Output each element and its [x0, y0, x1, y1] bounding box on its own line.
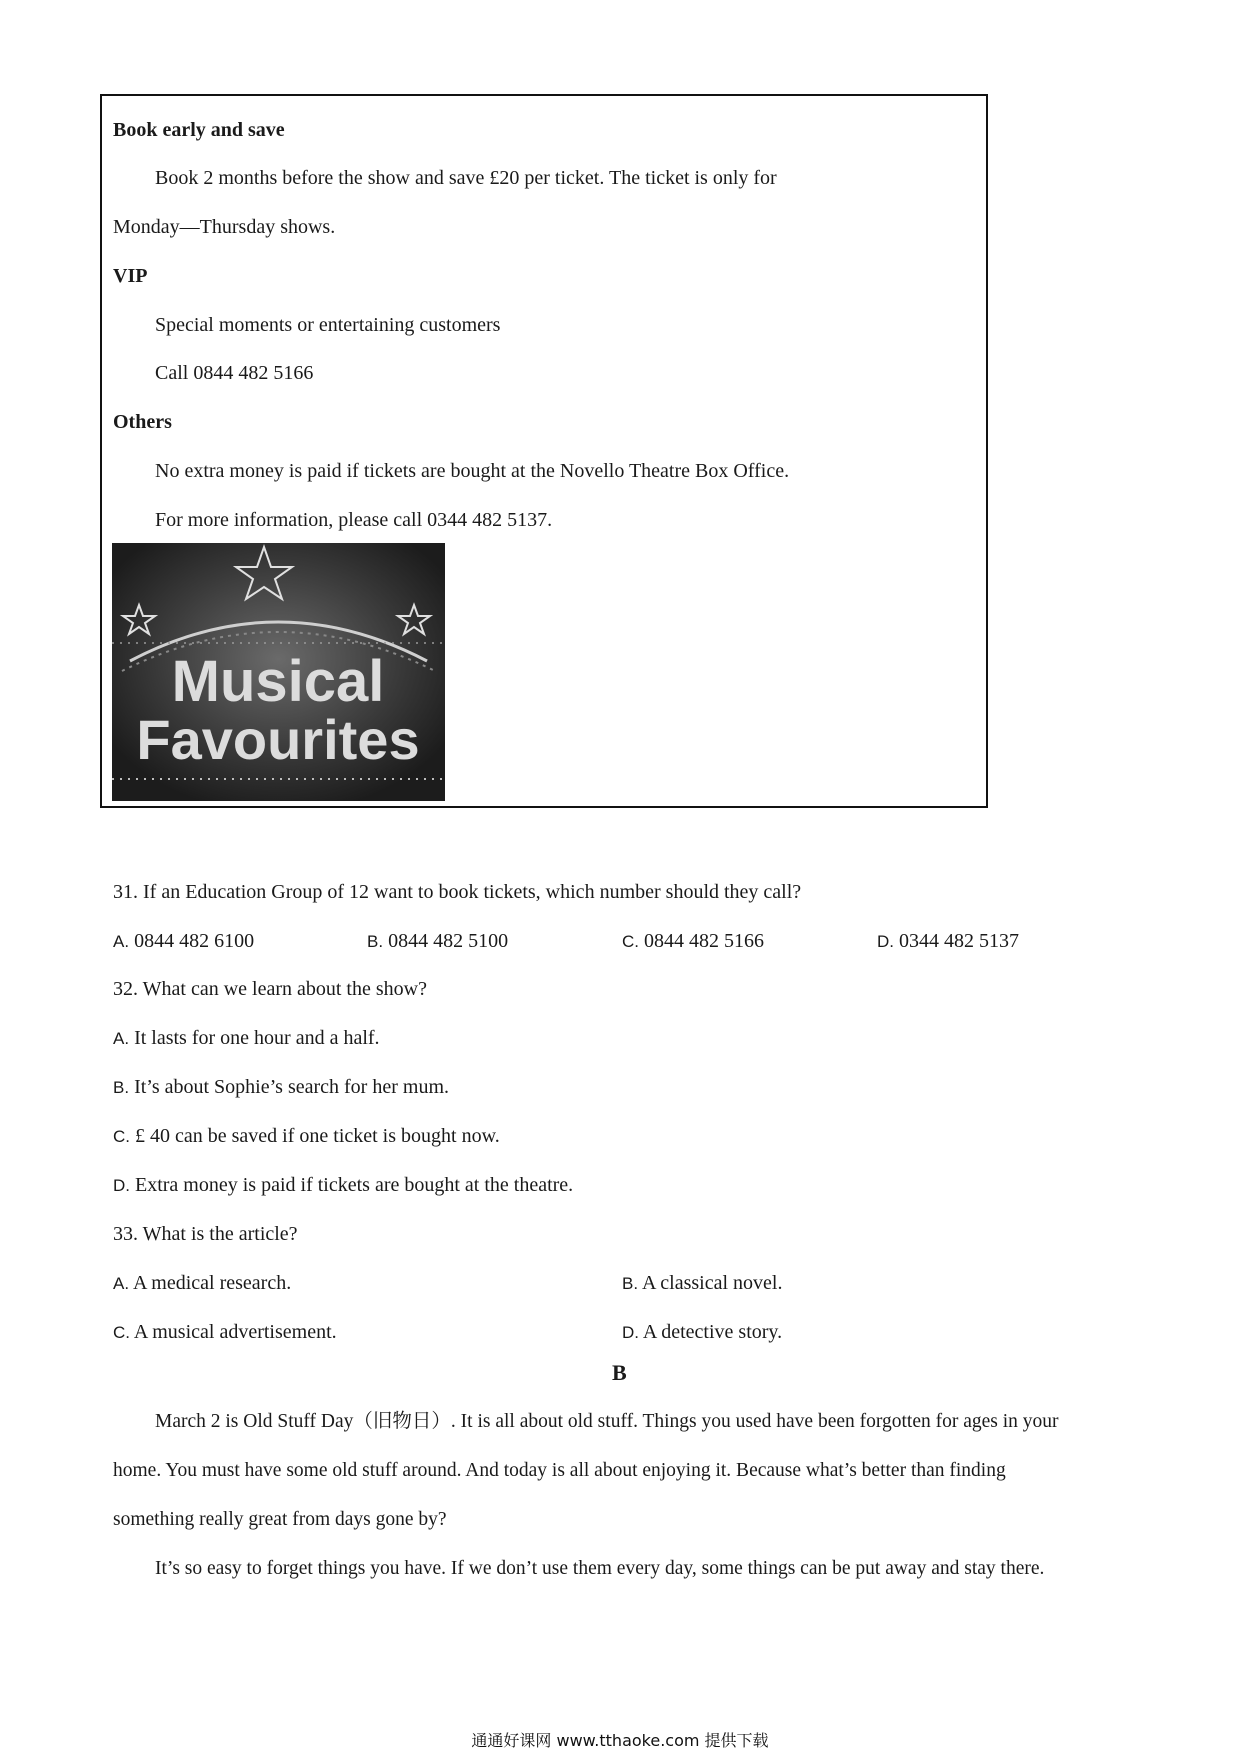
question-32-stem: 32. What can we learn about the show? — [113, 978, 427, 1000]
book-early-text-line2: Monday—Thursday shows. — [113, 216, 336, 238]
others-heading: Others — [113, 411, 172, 433]
others-text-line2: For more information, please call 0344 482 5137. — [155, 509, 553, 531]
vip-text-line1: Special moments or entertaining customers — [155, 314, 501, 336]
book-early-heading: Book early and save — [113, 119, 285, 141]
section-b-paragraph2-line1: It’s so easy to forget things you have. If we don’t use them every day, some things can be put away and stay there. — [155, 1558, 1045, 1579]
question-31-option-d: D. 0344 482 5137 — [877, 930, 1019, 952]
question-31-stem: 31. If an Education Group of 12 want to book tickets, which number should they call? — [113, 881, 802, 903]
question-31-option-b: B. 0844 482 5100 — [367, 930, 509, 952]
section-b-paragraph1-line2: home. You must have some old stuff around. And today is all about enjoying it. Because what’s better than finding — [113, 1460, 1006, 1481]
book-early-text-line1: Book 2 months before the show and save £20 per ticket. The ticket is only for — [155, 167, 777, 189]
musical-favourites-poster — [112, 543, 445, 801]
section-b-paragraph1-line3: something really great from days gone by? — [113, 1509, 447, 1530]
question-32-option-c: C. £ 40 can be saved if one ticket is bought now. — [113, 1125, 500, 1147]
vip-heading: VIP — [113, 265, 148, 287]
poster-title-line2: Favourites — [136, 708, 420, 771]
question-33-option-d: D. A detective story. — [622, 1321, 783, 1343]
poster-title-line1: Musical — [171, 649, 385, 714]
question-33-option-a: A. A medical research. — [113, 1272, 292, 1294]
question-33-option-c: C. A musical advertisement. — [113, 1321, 337, 1343]
question-32-option-d: D. Extra money is paid if tickets are bought at the theatre. — [113, 1174, 574, 1196]
question-31-option-c: C. 0844 482 5166 — [622, 930, 764, 952]
others-text-line1: No extra money is paid if tickets are bought at the Novello Theatre Box Office. — [155, 460, 790, 482]
section-b-paragraph1-line1: March 2 is Old Stuff Day（旧物日）. It is all about old stuff. Things you used have been forgotten for ages in your — [155, 1411, 1059, 1432]
page-footer: 通通好课网 www.tthaoke.com 提供下载 — [471, 1731, 769, 1750]
question-32-option-b: B. It’s about Sophie’s search for her mum. — [113, 1076, 449, 1098]
vip-phone: Call 0844 482 5166 — [155, 362, 314, 384]
question-31-option-a: A. 0844 482 6100 — [113, 930, 255, 952]
question-32-option-a: A. It lasts for one hour and a half. — [113, 1027, 380, 1049]
section-b-heading: B — [612, 1360, 627, 1385]
question-33-stem: 33. What is the article? — [113, 1223, 298, 1245]
question-33-option-b: B. A classical novel. — [622, 1272, 783, 1294]
